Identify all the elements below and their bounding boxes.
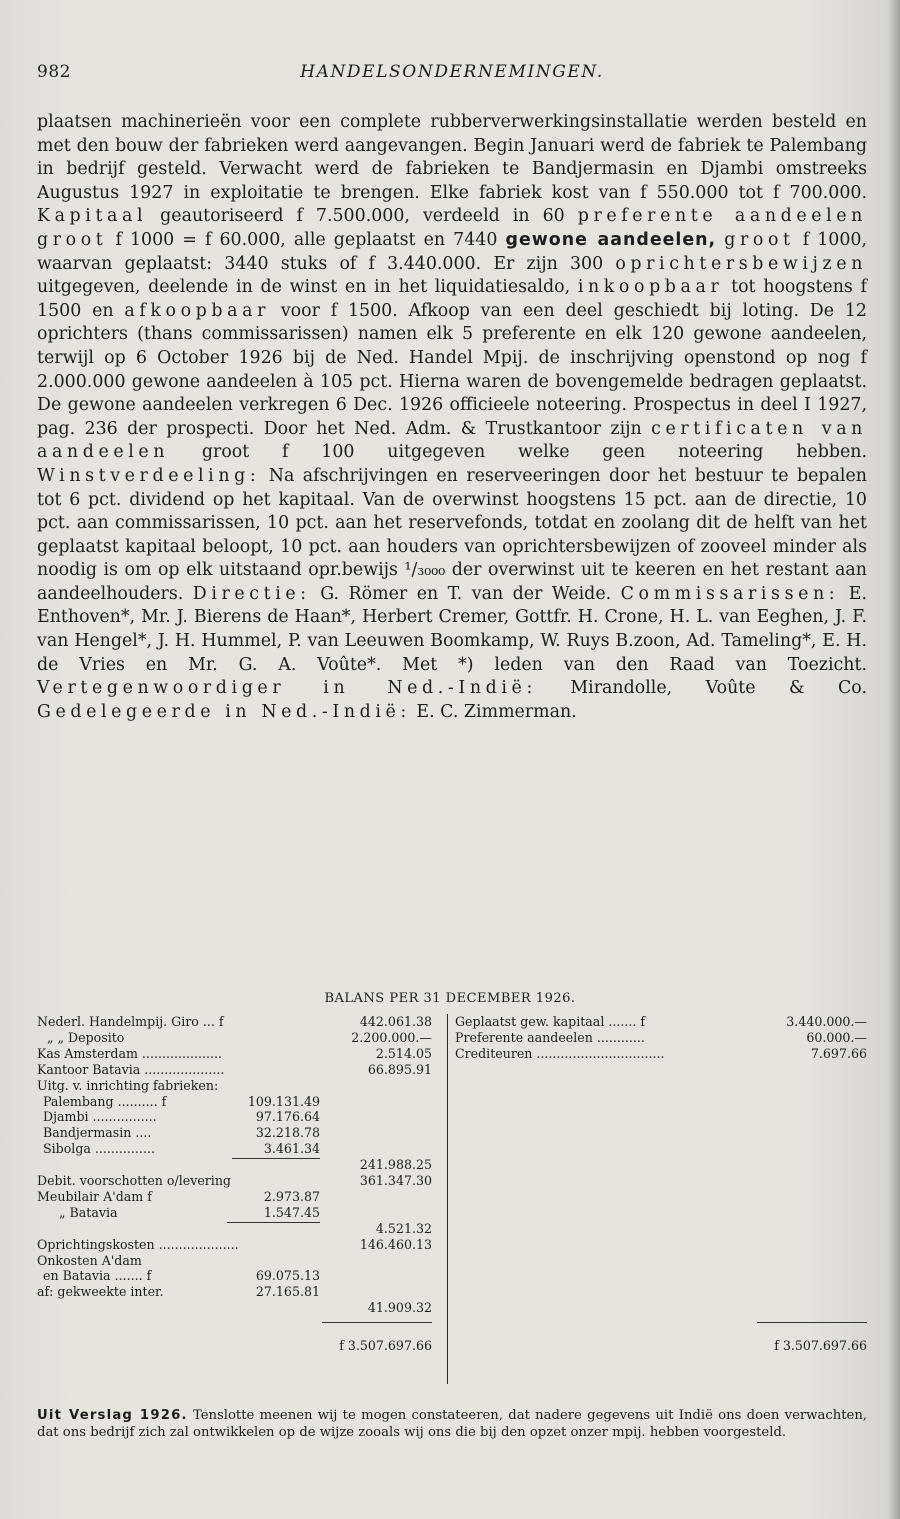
credit-amount: 3.440.000.— [786, 1014, 867, 1029]
text-run: G. Römer en T. van der Weide. [310, 583, 621, 604]
debit-label: Uitg. v. inrichting fabrieken: [37, 1077, 219, 1093]
credit-amount: 60.000.— [806, 1029, 867, 1045]
balance-sheet [37, 1014, 867, 1389]
debit-amount: 241.988.25 [359, 1157, 432, 1173]
debit-row [37, 1284, 432, 1300]
debit-sub-amount: 32.218.78 [255, 1125, 320, 1141]
debit-row [37, 1205, 432, 1221]
debit-label: en Batavia ....... f [43, 1268, 152, 1284]
debit-row [37, 1125, 432, 1141]
credit-total [455, 1338, 867, 1354]
text-run: Mirandolle, Voûte & Co. [536, 678, 867, 699]
credit-label: Geplaatst gew. kapitaal ....... f [455, 1014, 646, 1029]
debit-label: Palembang .......... f [43, 1093, 167, 1109]
debit-row [37, 1157, 432, 1173]
spaced-term: oprichtersbewijzen [615, 253, 867, 274]
debit-sub-amount: 69.075.13 [255, 1268, 320, 1284]
debit-total [37, 1338, 432, 1354]
text-run: uitgegeven, deelende in de winst en in het liquidatiesaldo, [37, 277, 578, 298]
debit-row [37, 1300, 432, 1316]
debit-row [37, 1173, 432, 1189]
spaced-term: afkoopbaar [124, 300, 270, 321]
debit-sub-amount: 2.973.87 [263, 1188, 320, 1204]
total-rule-left [322, 1322, 432, 1323]
debit-label: Kantoor Batavia .................... [37, 1061, 225, 1077]
debit-row [37, 1078, 432, 1094]
debit-amount: 66.895.91 [367, 1061, 432, 1077]
balance-column-divider [447, 1014, 448, 1384]
spaced-term: certificaten van aandeelen [37, 418, 867, 463]
credit-row [455, 1014, 867, 1030]
page-edge-shadow [888, 0, 900, 1519]
debit-label: „ Batavia [59, 1204, 118, 1220]
debit-label: „ „ Deposito [47, 1029, 125, 1045]
debit-total-amount: f 3.507.697.66 [339, 1338, 432, 1354]
debit-amount: 361.347.30 [359, 1173, 432, 1188]
text-run: f 1000 = f 60.000, alle geplaatst en 7440 [107, 229, 506, 250]
credit-row [455, 1046, 867, 1062]
debit-label: Djambi ................ [43, 1109, 157, 1125]
debit-sub-amount: 27.165.81 [255, 1284, 320, 1300]
credit-label: Preferente aandeelen ............ [455, 1029, 645, 1045]
debit-label: Nederl. Handelmpij. Giro ... f [37, 1014, 224, 1029]
spaced-term: Kapitaal [37, 206, 148, 227]
debit-row [37, 1237, 432, 1253]
bold-term: gewone aandeelen, [505, 229, 717, 250]
spaced-term: Directie: [192, 583, 311, 604]
text-run: tot hoogstens f 1500 en [37, 277, 867, 321]
spaced-term: groot [724, 229, 795, 250]
page-header [37, 62, 867, 88]
closing-heading: Uit Verslag 1926. [37, 1408, 188, 1423]
text-run: E. Enthoven*, Mr. J. Bierens de Haan*, Herbert Cremer, Gottfr. H. Crone, H. L. van Eeghen, J. F. van Hengel*, J. H. Hummel, P. van Leeuwen Boomkamp, W. Ruys B.zoon, Ad. Tameling*, E. H. de Vries en Mr. G. A. Voûte*. Met *) leden van den Raad van Toezicht. [37, 583, 867, 675]
debit-label: Sibolga ............... [43, 1141, 155, 1157]
debit-row [37, 1094, 432, 1110]
text-run: voor f 1500. Afkoop van een deel geschiedt bij loting. De 12 oprichters (thans commissarissen) namen elk 5 preferente en elk 120 gewone aandeelen, terwijl op 6 October 1926 bij de Ned. Handel Mpij. de inschrijving openstond op nog f 2.000.000 gewone aandeelen à 105 pct. Hierna waren de bovengemelde bedragen geplaatst. De gewone aandeelen verkregen 6 Dec. 1926 officieele noteering. Prospectus in deel I 1927, pag. 236 der prospecti. Door het Ned. Adm. & Trustkantoor zijn [37, 300, 867, 439]
debit-row [37, 1268, 432, 1284]
debit-sub-amount: 3.461.34 [263, 1141, 320, 1157]
balance-title: BALANS PER 31 DECEMBER 1926. [324, 991, 576, 1006]
credit-label: Crediteuren ................................ [455, 1045, 665, 1061]
debit-sub-amount: 97.176.64 [255, 1109, 320, 1125]
debit-row [37, 1109, 432, 1125]
debit-label: Kas Amsterdam .................... [37, 1045, 222, 1061]
text-run: geautoriseerd f 7.500.000, verdeeld in 60 [147, 206, 578, 227]
text-run: E. C. Zimmerman. [410, 701, 577, 722]
debit-label: Bandjermasin .... [43, 1125, 152, 1141]
page-number: 982 [37, 62, 71, 82]
spaced-term: inkoopbaar [577, 277, 724, 298]
debit-row [37, 1221, 432, 1237]
running-title: HANDELSONDERNEMINGEN. [300, 62, 604, 82]
debit-row [37, 1030, 432, 1046]
debit-row [37, 1253, 432, 1269]
credit-row [455, 1030, 867, 1046]
spaced-term: Winstverdeeling: [37, 465, 261, 486]
debit-sub-amount: 1.547.45 [263, 1204, 320, 1220]
debit-label: Debit. voorschotten o/levering [37, 1173, 231, 1188]
spaced-term: Vertegenwoordiger in Ned.-Indië: [37, 678, 537, 699]
body-paragraph [37, 111, 867, 724]
debit-label: Meubilair A'dam f [37, 1188, 152, 1204]
spaced-term: Gedelegeerde in Ned.-Indië: [37, 701, 411, 722]
debit-sub-amount: 109.131.49 [247, 1093, 320, 1109]
debit-row [37, 1141, 432, 1157]
credit-amount: 7.697.66 [810, 1045, 867, 1061]
spaced-term: Commissarissen: [620, 583, 840, 604]
debit-amount: 2.200.000.— [351, 1029, 432, 1045]
debit-label: af: gekweekte inter. [37, 1284, 164, 1300]
debit-amount: 146.460.13 [359, 1236, 432, 1252]
debit-row [37, 1014, 432, 1030]
credit-total-amount: f 3.507.697.66 [774, 1338, 867, 1354]
debit-label: Onkosten A'dam [37, 1252, 142, 1268]
debit-label: Oprichtingskosten .................... [37, 1236, 239, 1252]
debit-amount: 442.061.38 [359, 1014, 432, 1029]
text-run: groot f 100 uitgegeven welke geen noteering hebben. [169, 442, 867, 463]
text-run: f 1000, waarvan geplaatst: 3440 stuks of f 3.440.000. Er zijn 300 [37, 229, 867, 274]
spaced-term: preferente aandeelen groot [37, 206, 867, 250]
closing-paragraph [37, 1407, 867, 1441]
debit-amount: 2.514.05 [375, 1045, 432, 1061]
debit-row [37, 1046, 432, 1062]
debit-amount: 4.521.32 [375, 1220, 432, 1236]
debit-row [37, 1189, 432, 1205]
debit-row [37, 1062, 432, 1078]
closing-text: Tenslotte meenen wij te mogen constateeren, dat nadere gegevens uit Indië ons doen verwachten, dat ons bedrijf zich zal ontwikkelen op de wijze zooals wij ons die bij den opzet onzer mpij. hebben voorgesteld. [37, 1408, 868, 1440]
total-rule-right [757, 1322, 867, 1323]
debit-amount: 41.909.32 [367, 1300, 432, 1316]
text-run: plaatsen machinerieën voor een complete rubberverwerkingsinstallatie werden besteld en met den bouw der fabrieken werd aangevangen. Begin Januari werd de fabriek te Palembang in bedrijf gesteld. Verwacht werd de fabrieken te Bandjermasin en Djambi omstreeks Augustus 1927 in exploitatie te brengen. Elke fabriek kost van f 550.000 tot f 700.000. [37, 112, 867, 203]
text-run: Na afschrijvingen en reserveeringen door het bestuur te bepalen tot 6 pct. dividend op het kapitaal. Van de overwinst hoogstens 15 pct. aan de directie, 10 pct. aan commissarissen, 10 pct. aan het reservefonds, totdat en zoolang dit de helft van het geplaatst kapitaal beloopt, 10 pct. aan houders van oprichtersbewijzen of zooveel minder als noodig is om op elk uitstaand opr.bewijs ¹/₃₀₀₀ der overwinst uit te keeren en het restant aan aandeelhouders. [37, 465, 867, 604]
